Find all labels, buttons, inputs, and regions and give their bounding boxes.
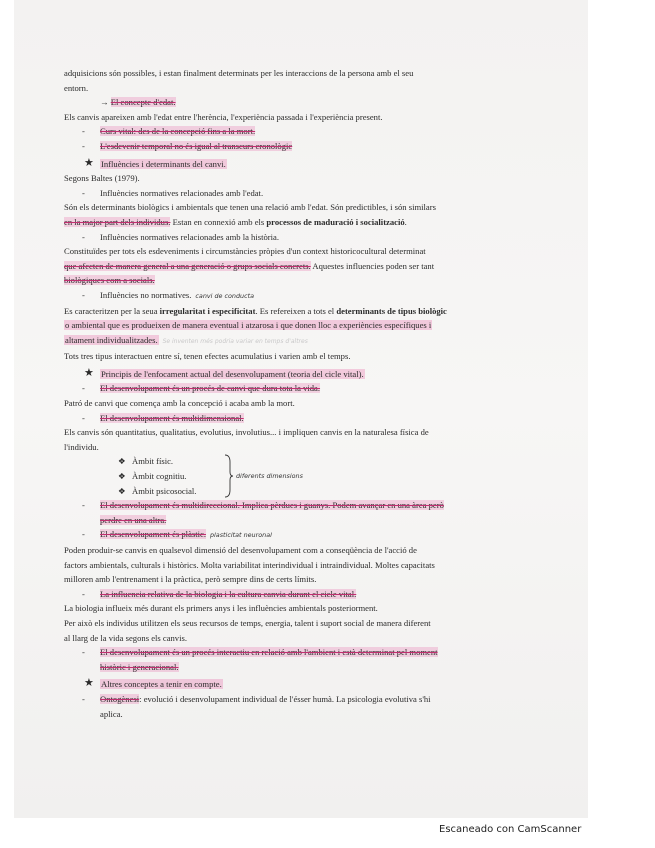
bullet-item <box>64 230 542 245</box>
dimension-text: Àmbit físic. <box>132 456 174 467</box>
diamond-four-icon: ❖ <box>118 471 126 482</box>
dash-icon: - <box>82 140 85 151</box>
text-span: . <box>404 216 407 227</box>
dash-icon: - <box>82 500 85 511</box>
bold-span: determinants de tipus biològic <box>336 305 447 316</box>
subheading-edat <box>64 95 542 110</box>
text-line <box>64 259 542 274</box>
bullet-text: Influències normatives relacionades amb l'edat. <box>100 187 264 198</box>
bold-span: processos de maduració i socialització <box>266 216 405 227</box>
text-line: Tots tres tipus interactuen entre sí, tenen efectes acumulatius i varien amb el temps. <box>64 351 351 362</box>
bullet-item <box>64 498 542 513</box>
text-line <box>64 273 542 288</box>
dash-icon: - <box>82 412 85 423</box>
text-line: Els canvis són quantitatius, qualitatius, evolutius, involutius... i impliquen canvis en la naturalesa física de <box>64 427 429 438</box>
bullet-item <box>64 139 542 154</box>
text-line <box>64 304 542 319</box>
subheading-text: El concepte d'edat. <box>110 97 176 108</box>
bullet-item <box>64 124 542 139</box>
text-span: Estan en connexió amb els <box>170 216 267 227</box>
highlight-span: o ambiental que es produeixen de manera eventual i atzarosa i que donen lloc a experiències específiques i <box>65 320 432 331</box>
dimension-item <box>64 484 542 499</box>
bullet-text: El desenvolupament és multidireccional. Implica pèrdues i guanys. Podem avançar en una àrea però <box>100 500 444 511</box>
text-line <box>64 333 542 350</box>
text-line: al llarg de la vida segons els canvis. <box>64 632 187 643</box>
bullet-text: L'esdevenir temporal no és igual al transcurs cronològic <box>100 140 293 151</box>
dimension-item <box>64 469 542 484</box>
highlight-span: altament individualitzades. <box>65 334 158 345</box>
text-line: entorn. <box>64 82 89 93</box>
diamond-four-icon: ❖ <box>118 456 126 467</box>
bullet-text: El desenvolupament és un procés de canvi que dura tota la vida. <box>100 383 321 394</box>
section-title: Altres conceptes a tenir en compte. <box>101 679 222 690</box>
bullet-text: Influències normatives relacionades amb la història. <box>100 231 279 242</box>
bullet-item <box>64 411 542 426</box>
section-heading <box>64 367 542 382</box>
text-line <box>64 318 542 333</box>
text-line: Poden produir-se canvis en qualsevol dimensió del desenvolupament com a conseqüència de l'acció de <box>64 545 417 555</box>
text-line: Són els determinants biològics i ambientals que tenen una relació amb l'edat. Són predictibles, i són similars <box>64 202 436 213</box>
bullet-text: : evolució i desenvolupament individual de l'ésser humà. La psicologia evolutiva s'hi <box>139 693 431 704</box>
dash-icon: - <box>82 529 85 540</box>
dimension-text: Àmbit psicosocial. <box>132 485 197 496</box>
text-line: Segons Baltes (1979). <box>64 173 140 184</box>
dash-icon: - <box>82 693 85 704</box>
text-line: Per això els individus utilitzen els seus recursos de temps, energia, talent i suport social de manera diferent <box>64 617 431 628</box>
dash-icon: - <box>82 126 85 137</box>
right-arrow-icon: → <box>100 97 111 108</box>
text-span: Es caracteritzen per la seua <box>64 305 160 316</box>
bullet-item <box>64 288 542 304</box>
highlight-span: biològiques com a socials. <box>64 275 155 286</box>
dash-icon: - <box>82 383 85 394</box>
section-title: Influències i determinants del canvi. <box>101 158 226 169</box>
text-line: adquisicions són possibles, i estan finalment determinats per les interaccions de la persona amb el seu <box>64 68 414 78</box>
text-line: factors ambientals, culturals i històrics. Molta variabilitat interindividual i intraindividual. Moltes capacitats <box>64 559 435 570</box>
diamond-four-icon: ❖ <box>118 485 126 496</box>
bullet-item <box>64 645 542 660</box>
star-icon: ★ <box>84 677 94 690</box>
bullet-item-continued <box>64 707 542 722</box>
bullet-text: Influències no normatives. <box>100 289 192 300</box>
bullet-text: El desenvolupament és un procés interactiu en relació amb l'ambient i està determinat pel moment <box>100 647 438 658</box>
text-line: Constituïdes per tots els esdeveniments i circumstàncies pròpies d'un context historicocultural determinat <box>64 246 426 257</box>
faint-note: Se inventen més podria variar en temps d'altres <box>162 337 308 345</box>
dash-icon: - <box>82 289 85 300</box>
bullet-text: La influencia relativa de la biologia i la cultura canvia durant el cicle vital. <box>100 588 357 599</box>
bullet-text: Curs vital: des de la concepció fins a la mort. <box>100 126 256 137</box>
text-span: . Es refereixen a tots el <box>255 305 337 316</box>
bold-span: irregularitat i especificitat <box>159 305 256 316</box>
text-line: l'individu. <box>64 441 99 452</box>
scanner-watermark: Escaneado con CamScanner <box>439 824 582 835</box>
handwritten-note: canvi de conducta <box>195 291 255 300</box>
bullet-text: aplica. <box>100 708 123 719</box>
bullet-item-continued <box>64 513 542 528</box>
highlight-span: que afecten de manera general a una generació o grups socials concrets. <box>64 260 311 271</box>
section-heading <box>64 157 542 172</box>
dash-icon: - <box>82 588 85 599</box>
bullet-item <box>64 692 542 707</box>
bullet-item <box>64 381 542 396</box>
bullet-item <box>64 527 542 543</box>
bullet-text: El desenvolupament és multidimensional. <box>100 412 244 423</box>
text-span: Aquestes influencies poden ser tant <box>310 260 435 271</box>
bullet-text: El desenvolupament és plàstic. <box>100 529 206 540</box>
highlight-span: en la major part dels individus. <box>64 216 171 227</box>
dash-icon: - <box>82 647 85 658</box>
dimension-text: Àmbit cognitiu. <box>132 471 187 482</box>
term-text: Ontogènesi <box>100 693 140 704</box>
star-icon: ★ <box>84 156 94 169</box>
bullet-item <box>64 587 542 602</box>
dash-icon: - <box>82 187 85 198</box>
bullet-item <box>64 186 542 201</box>
text-line: Patró de canvi que comença amb la concepció i acaba amb la mort. <box>64 398 295 409</box>
dimension-list <box>64 454 542 498</box>
dash-icon: - <box>82 231 85 242</box>
bullet-text: històric i generacional. <box>100 661 179 672</box>
bullet-text: perdre en una altra. <box>100 514 167 525</box>
document-body <box>64 66 542 721</box>
text-line <box>64 215 542 230</box>
handwritten-note: plasticitat neuronal <box>209 531 272 540</box>
dimension-item <box>64 454 542 469</box>
text-line: Els canvis apareixen amb l'edat entre l'herència, l'experiència passada i l'experiència present. <box>64 111 383 122</box>
text-line: milloren amb l'entrenament i la pràctica, però sempre dins de certs límits. <box>64 574 317 585</box>
text-line: La biologia influeix més durant els primers anys i les influències ambientals posteriorment. <box>64 603 378 614</box>
star-icon: ★ <box>84 366 94 379</box>
section-title: Principis de l'enfocament actual del desenvolupament (teoria del cicle vital). <box>101 368 364 379</box>
handwritten-note: diferents dimensions <box>236 472 303 481</box>
brace-icon <box>224 454 234 498</box>
section-heading <box>64 677 542 692</box>
bullet-item-continued <box>64 660 542 675</box>
